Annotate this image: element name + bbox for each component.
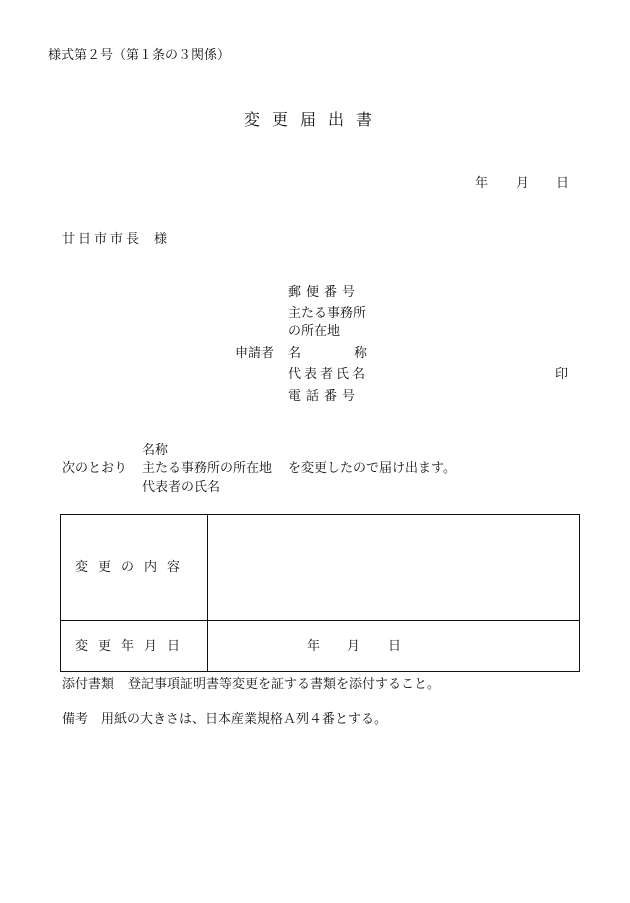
postal-code-label: 郵便番号 <box>288 285 361 300</box>
change-content-field[interactable] <box>208 515 579 620</box>
date-day: 日 <box>556 176 570 191</box>
date-year: 年 <box>475 176 489 191</box>
statement-option-address: 主たる事務所の所在地 <box>142 461 273 476</box>
change-date-month: 月 <box>347 639 361 654</box>
change-date-field[interactable] <box>208 621 579 671</box>
remarks-label: 備考 <box>62 712 89 727</box>
statement-suffix: を変更したので届け出ます。 <box>288 461 456 476</box>
attachment-text: 登記事項証明書等変更を証する書類を添付すること。 <box>128 677 441 692</box>
representative-label: 代表者氏名 <box>288 367 369 382</box>
applicant-label: 申請者 <box>235 346 275 361</box>
date-month: 月 <box>516 176 530 191</box>
change-date-label: 変更年月日 <box>75 639 191 654</box>
statement-option-name: 名称 <box>142 443 169 458</box>
office-address-label-line2: の所在地 <box>288 324 341 339</box>
change-date-year: 年 <box>307 639 321 654</box>
name-label-first: 名 <box>288 346 302 361</box>
form-number: 様式第２号（第１条の３関係） <box>48 48 231 63</box>
change-table <box>60 514 580 672</box>
change-date-day: 日 <box>388 639 402 654</box>
office-address-label-line1: 主たる事務所 <box>288 306 367 321</box>
addressee-name: 廿日市市長 <box>62 232 143 247</box>
statement-prefix: 次のとおり <box>62 461 128 476</box>
document-title: 変更届出書 <box>244 110 385 129</box>
remarks-text: 用紙の大きさは、日本産業規格Ａ列４番とする。 <box>101 712 388 727</box>
attachment-label: 添付書類 <box>62 677 115 692</box>
name-label-second: 称 <box>354 346 368 361</box>
seal-mark: 印 <box>555 367 569 382</box>
addressee-honorific: 様 <box>154 232 168 247</box>
change-content-label: 変更の内容 <box>75 560 191 575</box>
statement-option-representative: 代表者の氏名 <box>142 480 221 495</box>
phone-label: 電話番号 <box>288 389 361 404</box>
